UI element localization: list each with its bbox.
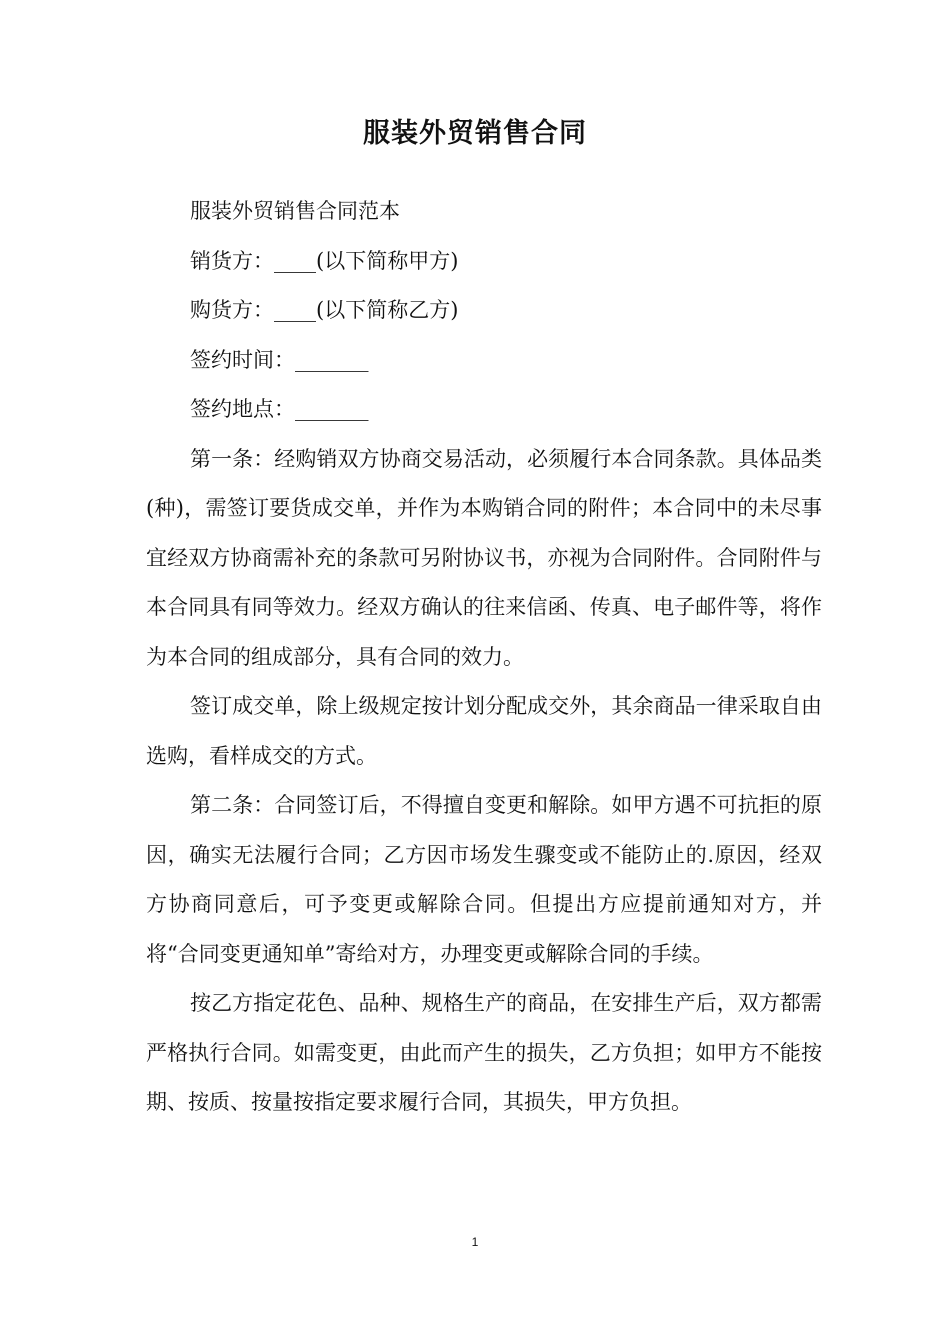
paragraph-template-name: 服装外贸销售合同范本 bbox=[190, 199, 400, 223]
paragraph-buyer: 购货方：____(以下简称乙方) bbox=[190, 298, 459, 322]
paragraph-article-2: 第二条：合同签订后，不得擅自变更和解除。如甲方遇不可抗拒的原因，确实无法履行合同；乙方因市场发生骤变或不能防止的.原因，经双方协商同意后，可予变更或解除合同。但提出方应提前通知对方，并将“合同变更通知单”寄给对方，办理变更或解除合同的手续。 bbox=[146, 793, 822, 966]
document-body bbox=[146, 187, 822, 1128]
paragraph-article-1: 第一条：经购销双方协商交易活动，必须履行本合同条款。具体品类(种)，需签订要货成交单，并作为本购销合同的附件；本合同中的未尽事宜经双方协商需补充的条款可另附协议书，亦视为合同附件。合同附件与本合同具有同等效力。经双方确认的往来信函、传真、电子邮件等，将作为本合同的组成部分，具有合同的效力。 bbox=[146, 446, 822, 669]
paragraph-seller: 销货方：____(以下简称甲方) bbox=[190, 248, 459, 273]
paragraph-signing-place: 签约地点：_______ bbox=[190, 397, 369, 421]
document-title: 服装外贸销售合同 bbox=[363, 118, 587, 149]
page-number: 1 bbox=[471, 1235, 479, 1249]
paragraph-custom-production: 按乙方指定花色、品种、规格生产的商品，在安排生产后，双方都需严格执行合同。如需变更，由此而产生的损失，乙方负担；如甲方不能按期、按质、按量按指定要求履行合同，其损失，甲方负担。 bbox=[146, 991, 822, 1114]
paragraph-order-form: 签订成交单，除上级规定按计划分配成交外，其余商品一律采取自由选购，看样成交的方式。 bbox=[146, 694, 822, 768]
paragraph-signing-time: 签约时间：_______ bbox=[190, 347, 369, 372]
